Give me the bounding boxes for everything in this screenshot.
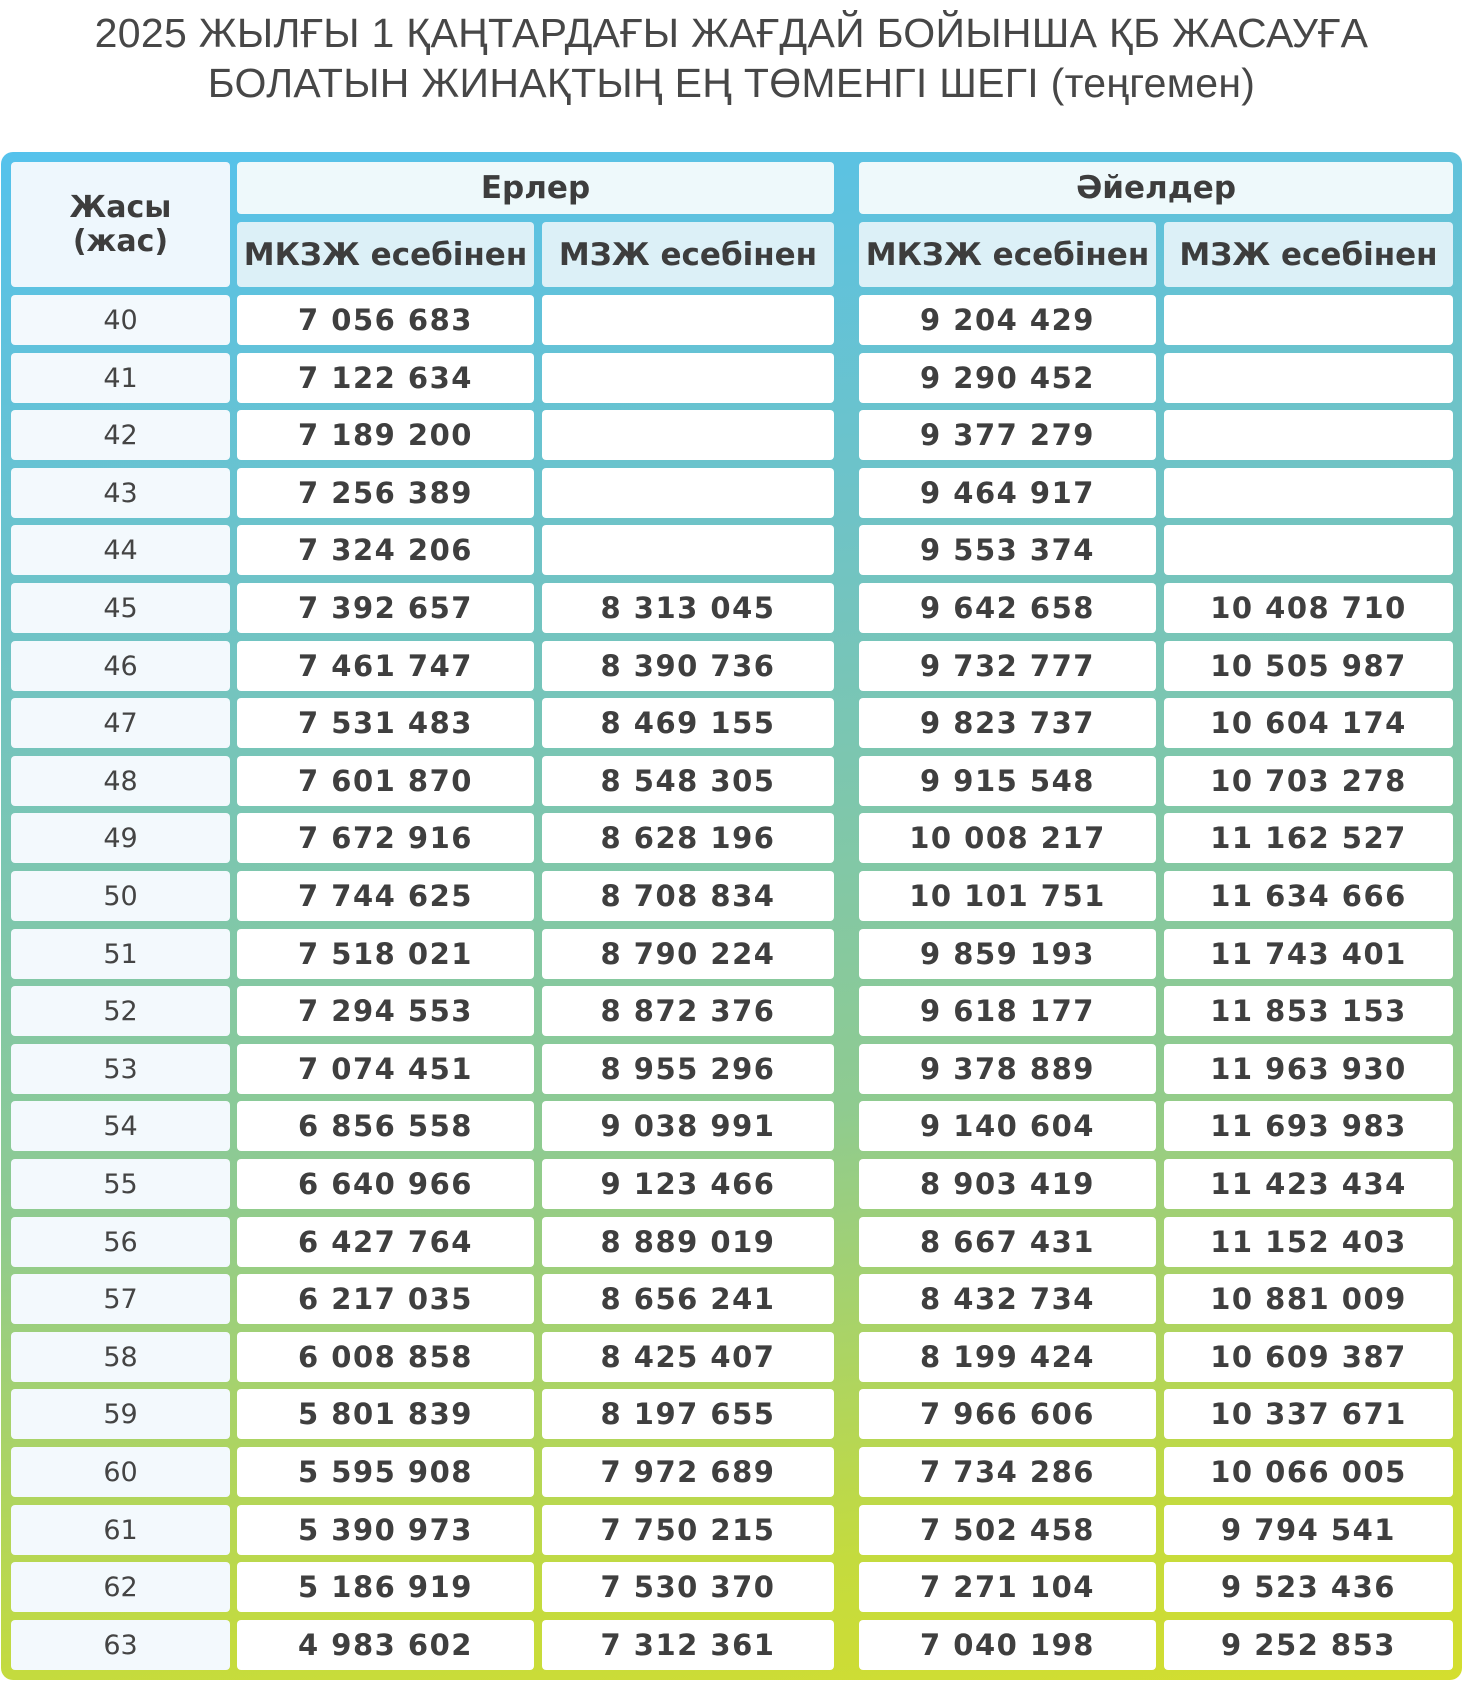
men-mzzh-cell: 7 750 215 bbox=[542, 1505, 834, 1555]
men-mkzzh-cell: 7 392 657 bbox=[237, 583, 534, 633]
men-mzzh-cell: 7 972 689 bbox=[542, 1447, 834, 1497]
women-mkzzh-cell: 9 464 917 bbox=[859, 468, 1156, 518]
men-mkzzh-cell: 7 461 747 bbox=[237, 641, 534, 691]
women-mkzzh-cell: 9 378 889 bbox=[859, 1044, 1156, 1094]
age-cell: 63 bbox=[11, 1620, 230, 1670]
women-mzzh-cell bbox=[1164, 468, 1453, 518]
women-mzzh-cell: 11 963 930 bbox=[1164, 1044, 1453, 1094]
age-cell: 47 bbox=[11, 698, 230, 748]
men-mkzzh-cell: 6 856 558 bbox=[237, 1101, 534, 1151]
women-mkzzh-cell: 9 859 193 bbox=[859, 929, 1156, 979]
women-mzzh-cell: 10 604 174 bbox=[1164, 698, 1453, 748]
women-mzzh-cell: 10 505 987 bbox=[1164, 641, 1453, 691]
women-mzzh-cell: 11 853 153 bbox=[1164, 986, 1453, 1036]
men-mkzzh-cell: 7 056 683 bbox=[237, 295, 534, 345]
men-mkzzh-cell: 7 531 483 bbox=[237, 698, 534, 748]
men-mkzzh-cell: 6 427 764 bbox=[237, 1217, 534, 1267]
women-mkzzh-cell: 7 734 286 bbox=[859, 1447, 1156, 1497]
men-mzzh-cell: 7 530 370 bbox=[542, 1562, 834, 1612]
age-cell: 43 bbox=[11, 468, 230, 518]
age-cell: 48 bbox=[11, 756, 230, 806]
men-mzzh-cell bbox=[542, 410, 834, 460]
group-header-men: Ерлер bbox=[237, 162, 834, 214]
savings-table bbox=[1, 152, 1462, 1680]
men-mkzzh-cell: 5 595 908 bbox=[237, 1447, 534, 1497]
men-mzzh-cell: 8 548 305 bbox=[542, 756, 834, 806]
men-mzzh-cell: 8 708 834 bbox=[542, 871, 834, 921]
age-cell: 53 bbox=[11, 1044, 230, 1094]
men-mzzh-cell: 8 313 045 bbox=[542, 583, 834, 633]
men-mzzh-cell: 8 628 196 bbox=[542, 813, 834, 863]
men-mzzh-cell: 9 038 991 bbox=[542, 1101, 834, 1151]
men-mzzh-cell: 8 425 407 bbox=[542, 1332, 834, 1382]
men-mkzzh-cell: 5 801 839 bbox=[237, 1389, 534, 1439]
age-cell: 50 bbox=[11, 871, 230, 921]
men-mzzh-cell: 8 656 241 bbox=[542, 1274, 834, 1324]
age-cell: 62 bbox=[11, 1562, 230, 1612]
men-mzzh-cell: 8 889 019 bbox=[542, 1217, 834, 1267]
age-cell: 52 bbox=[11, 986, 230, 1036]
women-mzzh-cell: 10 703 278 bbox=[1164, 756, 1453, 806]
men-mkzzh-cell: 7 744 625 bbox=[237, 871, 534, 921]
age-header-label: Жасы bbox=[69, 189, 172, 225]
women-mkzzh-cell: 9 642 658 bbox=[859, 583, 1156, 633]
men-mkzzh-cell: 6 640 966 bbox=[237, 1159, 534, 1209]
women-mzzh-cell: 10 881 009 bbox=[1164, 1274, 1453, 1324]
age-cell: 44 bbox=[11, 525, 230, 575]
women-mkzzh-cell: 8 432 734 bbox=[859, 1274, 1156, 1324]
women-mkzzh-cell: 7 271 104 bbox=[859, 1562, 1156, 1612]
age-header-unit: (жас) bbox=[72, 223, 169, 259]
subheader-women-mkzzh: МКЗЖ есебінен bbox=[859, 222, 1156, 287]
men-mkzzh-cell: 4 983 602 bbox=[237, 1620, 534, 1670]
men-mkzzh-cell: 7 122 634 bbox=[237, 353, 534, 403]
women-mzzh-cell bbox=[1164, 410, 1453, 460]
women-mkzzh-cell: 8 199 424 bbox=[859, 1332, 1156, 1382]
men-mzzh-cell bbox=[542, 295, 834, 345]
women-mkzzh-cell: 9 732 777 bbox=[859, 641, 1156, 691]
women-mzzh-cell: 11 634 666 bbox=[1164, 871, 1453, 921]
age-cell: 56 bbox=[11, 1217, 230, 1267]
age-cell: 54 bbox=[11, 1101, 230, 1151]
age-cell: 46 bbox=[11, 641, 230, 691]
women-mkzzh-cell: 7 502 458 bbox=[859, 1505, 1156, 1555]
women-mkzzh-cell: 9 915 548 bbox=[859, 756, 1156, 806]
title-line-2: БОЛАТЫН ЖИНАҚТЫҢ ЕҢ ТӨМЕНГІ ШЕГІ (теңгемен) bbox=[207, 60, 1256, 106]
men-mzzh-cell: 8 872 376 bbox=[542, 986, 834, 1036]
age-cell: 59 bbox=[11, 1389, 230, 1439]
women-mkzzh-cell: 9 823 737 bbox=[859, 698, 1156, 748]
age-cell: 60 bbox=[11, 1447, 230, 1497]
men-mzzh-cell: 9 123 466 bbox=[542, 1159, 834, 1209]
men-mkzzh-cell: 5 186 919 bbox=[237, 1562, 534, 1612]
title-line-1: 2025 ЖЫЛҒЫ 1 ҚАҢТАРДАҒЫ ЖАҒДАЙ БОЙЫНША ҚБ ЖАСАУҒА bbox=[94, 10, 1369, 56]
men-mzzh-cell: 7 312 361 bbox=[542, 1620, 834, 1670]
women-mkzzh-cell: 8 667 431 bbox=[859, 1217, 1156, 1267]
men-mzzh-cell bbox=[542, 468, 834, 518]
women-mzzh-cell bbox=[1164, 353, 1453, 403]
men-mkzzh-cell: 7 256 389 bbox=[237, 468, 534, 518]
men-mzzh-cell: 8 469 155 bbox=[542, 698, 834, 748]
women-mkzzh-cell: 7 040 198 bbox=[859, 1620, 1156, 1670]
subheader-men-mkzzh: МКЗЖ есебінен bbox=[237, 222, 534, 287]
age-cell: 49 bbox=[11, 813, 230, 863]
men-mzzh-cell: 8 955 296 bbox=[542, 1044, 834, 1094]
subheader-women-mzzh: МЗЖ есебінен bbox=[1164, 222, 1453, 287]
page-title bbox=[0, 8, 1463, 108]
women-mzzh-cell: 9 252 853 bbox=[1164, 1620, 1453, 1670]
women-mkzzh-cell: 10 101 751 bbox=[859, 871, 1156, 921]
men-mkzzh-cell: 7 601 870 bbox=[237, 756, 534, 806]
age-cell: 57 bbox=[11, 1274, 230, 1324]
women-mzzh-cell: 11 162 527 bbox=[1164, 813, 1453, 863]
age-cell: 51 bbox=[11, 929, 230, 979]
men-mzzh-cell: 8 390 736 bbox=[542, 641, 834, 691]
women-mzzh-cell: 11 423 434 bbox=[1164, 1159, 1453, 1209]
men-mkzzh-cell: 5 390 973 bbox=[237, 1505, 534, 1555]
men-mkzzh-cell: 7 074 451 bbox=[237, 1044, 534, 1094]
men-mkzzh-cell: 7 189 200 bbox=[237, 410, 534, 460]
women-mzzh-cell: 10 337 671 bbox=[1164, 1389, 1453, 1439]
age-cell: 58 bbox=[11, 1332, 230, 1382]
men-mkzzh-cell: 7 324 206 bbox=[237, 525, 534, 575]
women-mzzh-cell: 9 794 541 bbox=[1164, 1505, 1453, 1555]
women-mzzh-cell: 10 066 005 bbox=[1164, 1447, 1453, 1497]
group-header-women: Әйелдер bbox=[859, 162, 1453, 214]
men-mzzh-cell bbox=[542, 525, 834, 575]
men-mkzzh-cell: 7 672 916 bbox=[237, 813, 534, 863]
women-mzzh-cell bbox=[1164, 525, 1453, 575]
age-cell: 42 bbox=[11, 410, 230, 460]
women-mzzh-cell: 11 152 403 bbox=[1164, 1217, 1453, 1267]
women-mkzzh-cell: 9 204 429 bbox=[859, 295, 1156, 345]
age-cell: 40 bbox=[11, 295, 230, 345]
women-mkzzh-cell: 9 618 177 bbox=[859, 986, 1156, 1036]
women-mkzzh-cell: 9 140 604 bbox=[859, 1101, 1156, 1151]
women-mzzh-cell bbox=[1164, 295, 1453, 345]
women-mzzh-cell: 9 523 436 bbox=[1164, 1562, 1453, 1612]
women-mkzzh-cell: 8 903 419 bbox=[859, 1159, 1156, 1209]
age-cell: 61 bbox=[11, 1505, 230, 1555]
men-mzzh-cell: 8 790 224 bbox=[542, 929, 834, 979]
men-mkzzh-cell: 6 217 035 bbox=[237, 1274, 534, 1324]
men-mkzzh-cell: 6 008 858 bbox=[237, 1332, 534, 1382]
women-mkzzh-cell: 10 008 217 bbox=[859, 813, 1156, 863]
age-cell: 41 bbox=[11, 353, 230, 403]
women-mzzh-cell: 10 609 387 bbox=[1164, 1332, 1453, 1382]
men-mkzzh-cell: 7 518 021 bbox=[237, 929, 534, 979]
men-mzzh-cell: 8 197 655 bbox=[542, 1389, 834, 1439]
women-mzzh-cell: 11 743 401 bbox=[1164, 929, 1453, 979]
women-mkzzh-cell: 7 966 606 bbox=[859, 1389, 1156, 1439]
women-mzzh-cell: 10 408 710 bbox=[1164, 583, 1453, 633]
men-mzzh-cell bbox=[542, 353, 834, 403]
women-mzzh-cell: 11 693 983 bbox=[1164, 1101, 1453, 1151]
age-cell: 55 bbox=[11, 1159, 230, 1209]
men-mkzzh-cell: 7 294 553 bbox=[237, 986, 534, 1036]
age-column-header bbox=[11, 162, 230, 287]
subheader-men-mzzh: МЗЖ есебінен bbox=[542, 222, 834, 287]
women-mkzzh-cell: 9 377 279 bbox=[859, 410, 1156, 460]
women-mkzzh-cell: 9 553 374 bbox=[859, 525, 1156, 575]
women-mkzzh-cell: 9 290 452 bbox=[859, 353, 1156, 403]
age-cell: 45 bbox=[11, 583, 230, 633]
